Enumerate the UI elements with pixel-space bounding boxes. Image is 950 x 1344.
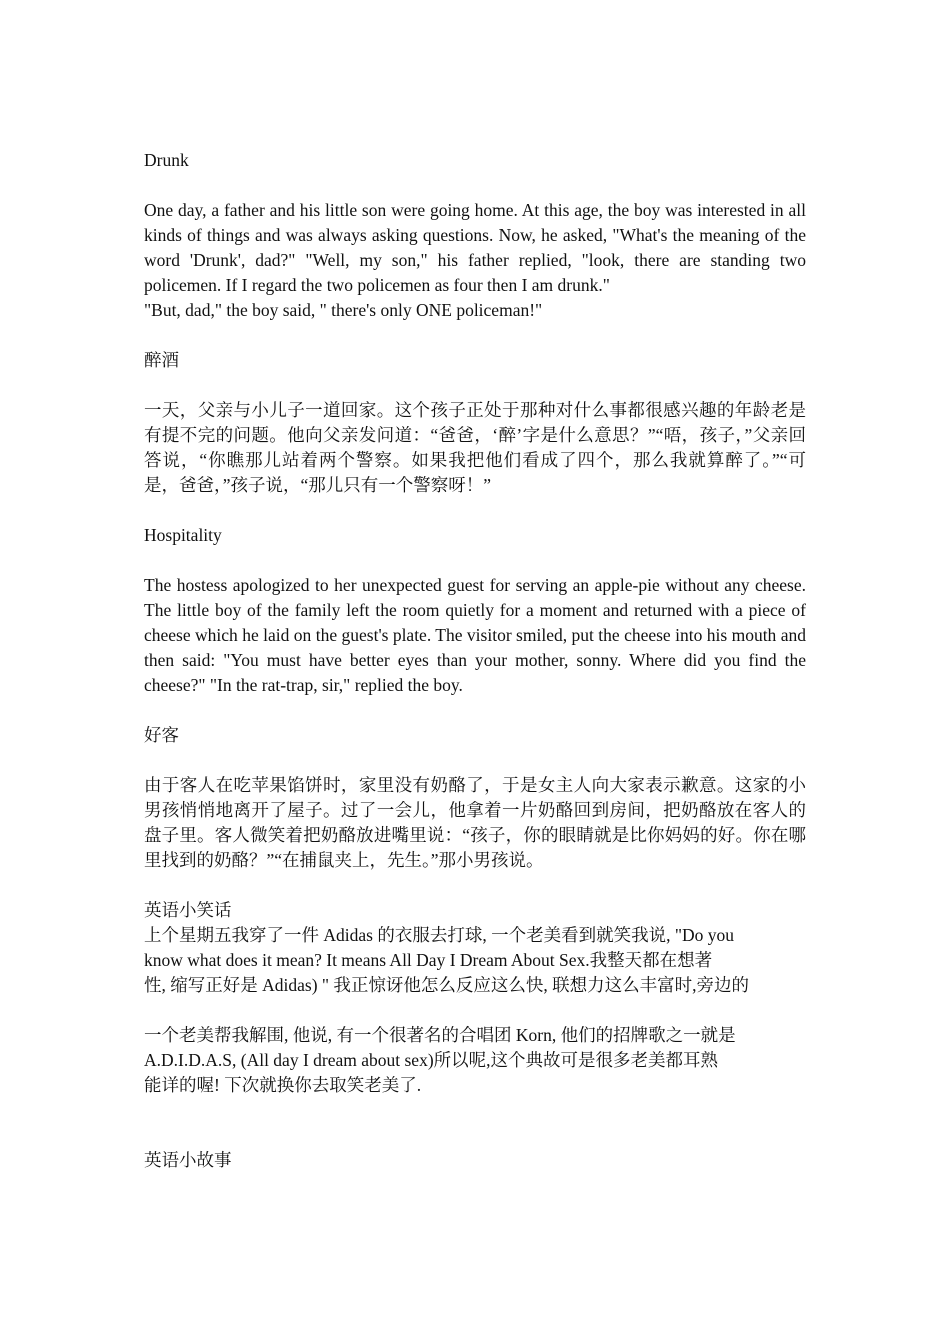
story-body-drunk-cn: 一天，父亲与小儿子一道回家。这个孩子正处于那种对什么事都很感兴趣的年龄老是有提不完的问题。他向父亲发问道：“爸爸，‘醉’字是什么意思？”“唔，孩子，”父亲回答说，“你瞧那儿站着两个警察。如果我把他们看成了四个，那么我就算醉了。”“可是，爸爸，”孩子说，“那儿只有一个警察呀！” bbox=[144, 400, 806, 495]
spacer bbox=[144, 323, 806, 348]
spacer bbox=[144, 998, 806, 1023]
story-body-drunk: One day, a father and his little son were going home. At this age, the boy was interested in all kinds of things and was always asking questions. Now, he asked, "What's the meaning of the word 'Drunk', dad?" "Well, my son," his father replied, "look, there are standing two policemen. If I regard the two policemen as four then I am drunk." bbox=[144, 200, 806, 295]
story-body-drunk-ending: "But, dad," the boy said, " there's only ONE policeman!" bbox=[144, 300, 543, 320]
story-title-drunk-cn: 醉酒 bbox=[144, 350, 179, 370]
joke-title: 英语小笑话 bbox=[144, 900, 232, 920]
joke-line: 能详的喔! 下次就换你去取笑老美了. bbox=[144, 1075, 422, 1095]
joke-line: 上个星期五我穿了一件 Adidas 的衣服去打球, 一个老美看到就笑我说, "Do you bbox=[144, 925, 734, 945]
document-page bbox=[144, 148, 806, 1173]
joke-body-part-2 bbox=[144, 1023, 806, 1098]
story-body-hospitality: The hostess apologized to her unexpected guest for serving an apple-pie without any cheese. The little boy of the family left the room quietly for a moment and returned with a piece of cheese which he laid on the guest's plate. The visitor smiled, put the cheese into his mouth and then said: "You must have better eyes than your mother, sonny. Where did you find the cheese?" "In the rat-trap, sir," replied the boy. bbox=[144, 575, 806, 695]
spacer bbox=[144, 548, 806, 573]
spacer bbox=[144, 1098, 806, 1148]
spacer bbox=[144, 698, 806, 723]
story-title-hospitality-cn: 好客 bbox=[144, 725, 179, 745]
spacer bbox=[144, 873, 806, 898]
spacer bbox=[144, 173, 806, 198]
joke-line: 性, 缩写正好是 Adidas) " 我正惊讶他怎么反应这么快, 联想力这么丰富时,旁边的 bbox=[144, 975, 750, 995]
spacer bbox=[144, 498, 806, 523]
story-title-drunk: Drunk bbox=[144, 150, 189, 170]
joke-line: 一个老美帮我解围, 他说, 有一个很著名的合唱团 Korn, 他们的招牌歌之一就是 bbox=[144, 1025, 736, 1045]
joke-line: A.D.I.D.A.S, (All day I dream about sex)所以呢,这个典故可是很多老美都耳熟 bbox=[144, 1050, 719, 1070]
story-body-hospitality-cn: 由于客人在吃苹果馅饼时，家里没有奶酪了，于是女主人向大家表示歉意。这家的小男孩悄悄地离开了屋子。过了一会儿，他拿着一片奶酪回到房间，把奶酪放在客人的盘子里。客人微笑着把奶酪放进嘴里说：“孩子，你的眼睛就是比你妈妈的好。你在哪里找到的奶酪？”“在捕鼠夹上，先生。”那小男孩说。 bbox=[144, 775, 806, 870]
story-title-hospitality: Hospitality bbox=[144, 525, 222, 545]
spacer bbox=[144, 373, 806, 398]
joke-line: know what does it mean? It means All Day I Dream About Sex.我整天都在想著 bbox=[144, 950, 713, 970]
joke-body-part-1 bbox=[144, 923, 806, 998]
spacer bbox=[144, 748, 806, 773]
section-title-stories: 英语小故事 bbox=[144, 1150, 232, 1170]
